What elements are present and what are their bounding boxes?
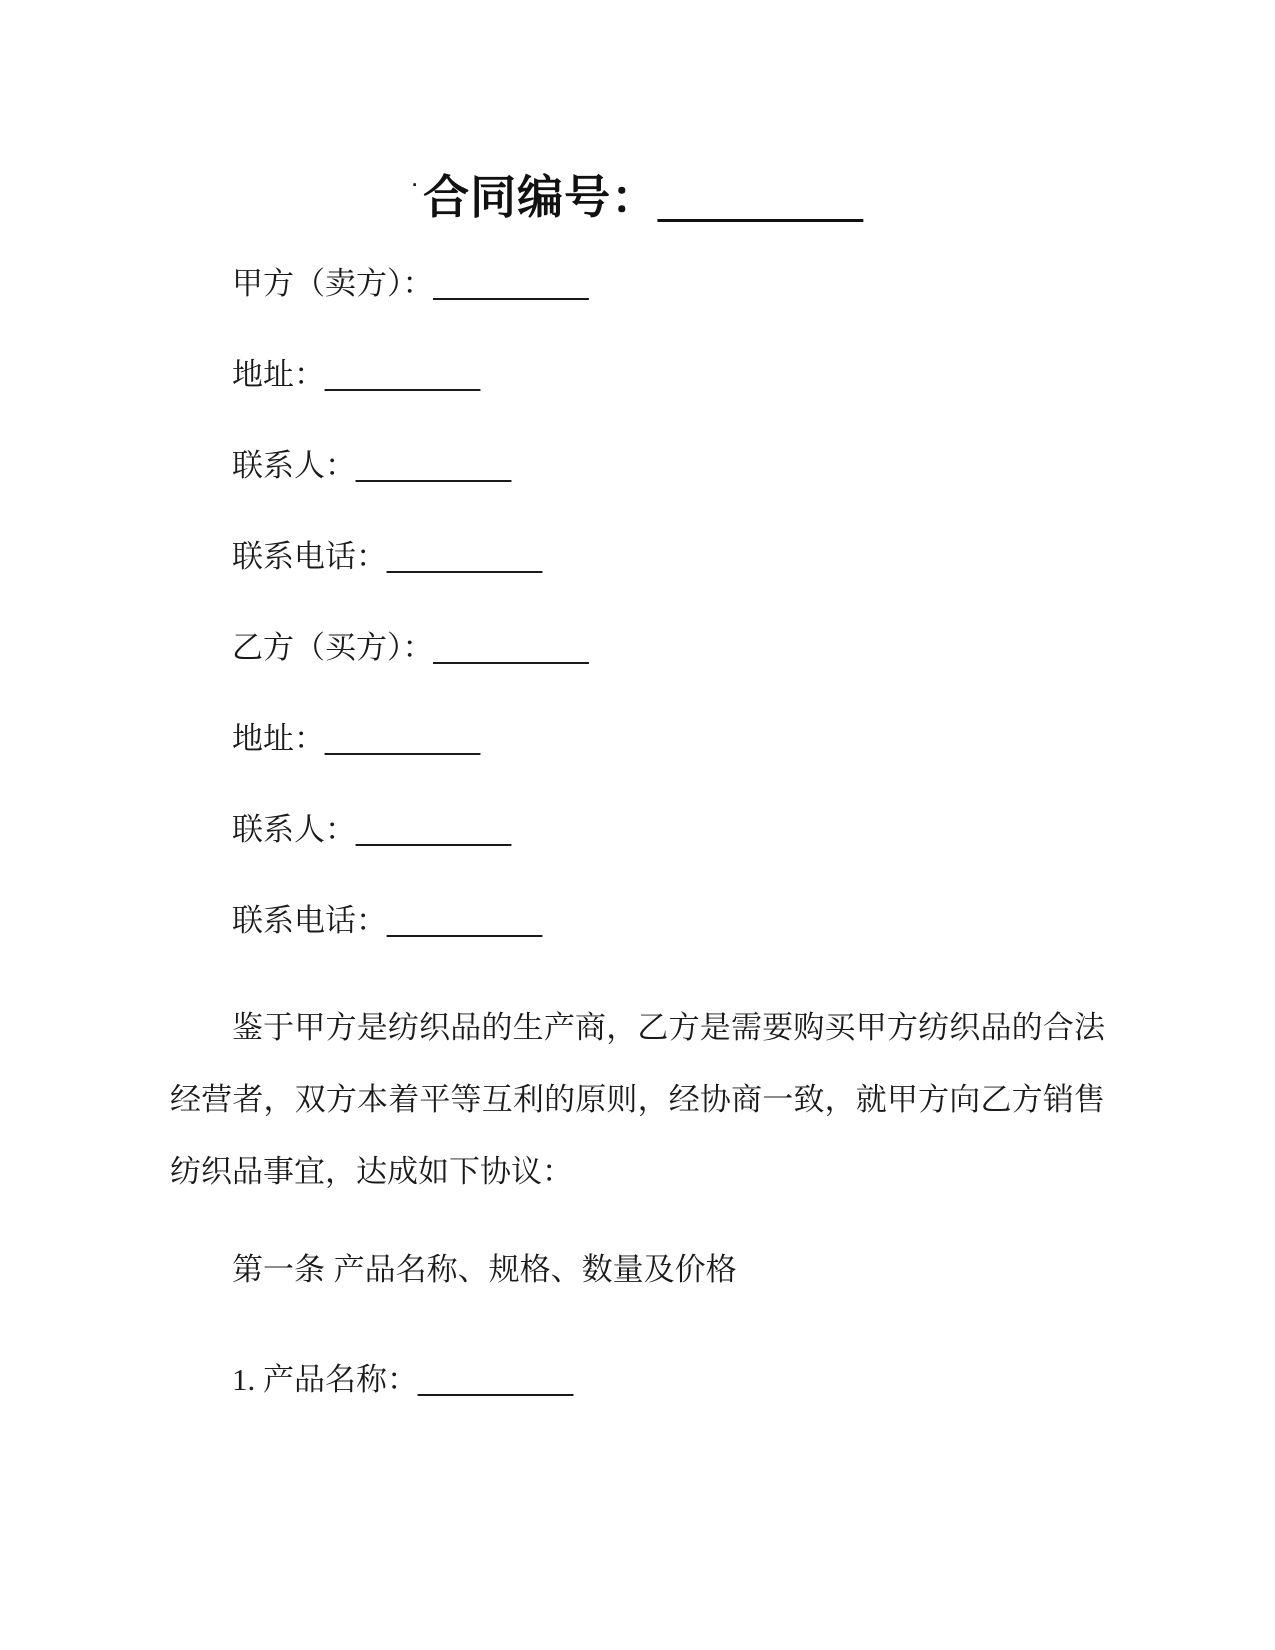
field-party-b-phone (170, 901, 1105, 941)
title-label: 合同编号： (423, 171, 659, 223)
field-party-b-label: 乙方（买方）： (232, 630, 434, 665)
field-party-a-phone-label: 联系电话： (232, 539, 387, 574)
field-party-b-address (170, 719, 1105, 759)
field-party-b-blank: _________ (433, 630, 589, 665)
field-party-a-phone (170, 537, 1105, 577)
field-party-a-address-label: 地址： (232, 357, 325, 392)
field-party-a (170, 264, 1105, 304)
title-bullet-dot: · (412, 175, 420, 195)
clause-one-item-product-name (170, 1360, 1105, 1400)
field-party-a-phone-blank: _________ (387, 539, 543, 574)
field-party-b-phone-label: 联系电话： (232, 903, 387, 938)
preamble-paragraph: 鉴于甲方是纺织品的生产商，乙方是需要购买甲方纺织品的合法经营者，双方本着平等互利的原则，经协商一致，就甲方向乙方销售纺织品事宜，达成如下协议： (170, 1010, 1105, 1189)
title-blank-line: ________ (658, 171, 863, 223)
field-party-b-phone-blank: _________ (387, 903, 543, 938)
field-party-a-blank: _________ (433, 266, 589, 301)
clause-one-heading: 第一条 产品名称、规格、数量及价格 (232, 1252, 737, 1287)
field-party-a-address-blank: _________ (325, 357, 481, 392)
field-party-a-label: 甲方（卖方）： (232, 266, 434, 301)
field-party-b (170, 628, 1105, 668)
field-party-b-address-label: 地址： (232, 721, 325, 756)
field-party-a-contact (170, 446, 1105, 486)
field-party-a-contact-blank: _________ (356, 448, 512, 483)
page-title (170, 158, 1105, 225)
item-blank: _________ (418, 1362, 574, 1397)
field-party-b-contact-label: 联系人： (232, 812, 356, 847)
field-party-b-contact-blank: _________ (356, 812, 512, 847)
field-party-b-contact (170, 810, 1105, 850)
field-party-a-contact-label: 联系人： (232, 448, 356, 483)
field-party-b-address-blank: _________ (325, 721, 481, 756)
item-number: 1. (232, 1362, 263, 1397)
field-party-a-address (170, 355, 1105, 395)
item-label: 产品名称： (263, 1362, 418, 1397)
